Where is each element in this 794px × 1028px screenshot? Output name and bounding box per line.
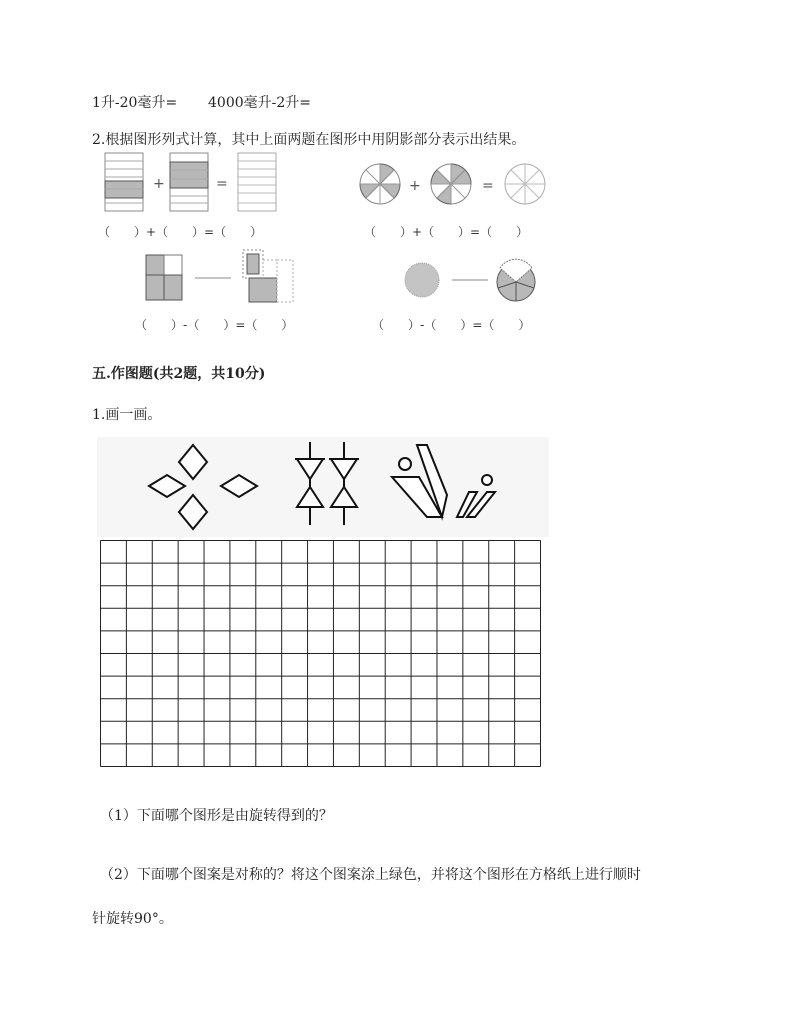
plus-sign-2: +: [409, 178, 421, 194]
row2-left-expression: （ ）-（ ）=（ ）: [135, 318, 294, 332]
grid-paper[interactable]: [100, 540, 542, 768]
equals-sign: =: [216, 176, 228, 192]
circle-fraction-figure-1: [359, 163, 559, 211]
rect-fraction-figure-1: [104, 152, 284, 214]
task-1-title: 1.画一画。: [92, 407, 162, 423]
rect-answer: [238, 153, 276, 211]
section-5-title: 五.作图题(共2题，共10分): [92, 366, 266, 382]
question-2-title: 2.根据图形列式计算，其中上面两题在图形中用阴影部分表示出结果。: [92, 132, 526, 148]
expr-liters-1: 1升-20毫升=: [92, 95, 178, 111]
circle-pie-answer: [497, 259, 535, 301]
pattern-panel: [97, 437, 549, 537]
sub-question-2-line1: （2）下面哪个图案是对称的？将这个图案涂上绿色，并将这个图形在方格纸上进行顺时: [100, 867, 641, 883]
sub-question-2-line2: 针旋转90°。: [92, 911, 173, 927]
equals-sign-2: =: [482, 178, 494, 194]
rect-b-shade: [170, 162, 208, 188]
row1-left-expression: （ ）+（ ）=（ ）: [98, 225, 263, 239]
row1-right-expression: （ ）+（ ）=（ ）: [364, 225, 529, 239]
circle-subtraction-figure: [404, 258, 539, 306]
sub-question-1: （1）下面哪个图形是由旋转得到的？: [100, 808, 333, 824]
circle-answer: [505, 164, 545, 204]
circle-a: [360, 164, 400, 204]
row2-right-expression: （ ）-（ ）=（ ）: [372, 318, 531, 332]
expr-liters-2: 4000毫升-2升=: [208, 95, 311, 111]
circle-b: [431, 164, 471, 204]
plus-sign: +: [153, 176, 165, 192]
square-subtraction-figure: [145, 250, 295, 308]
